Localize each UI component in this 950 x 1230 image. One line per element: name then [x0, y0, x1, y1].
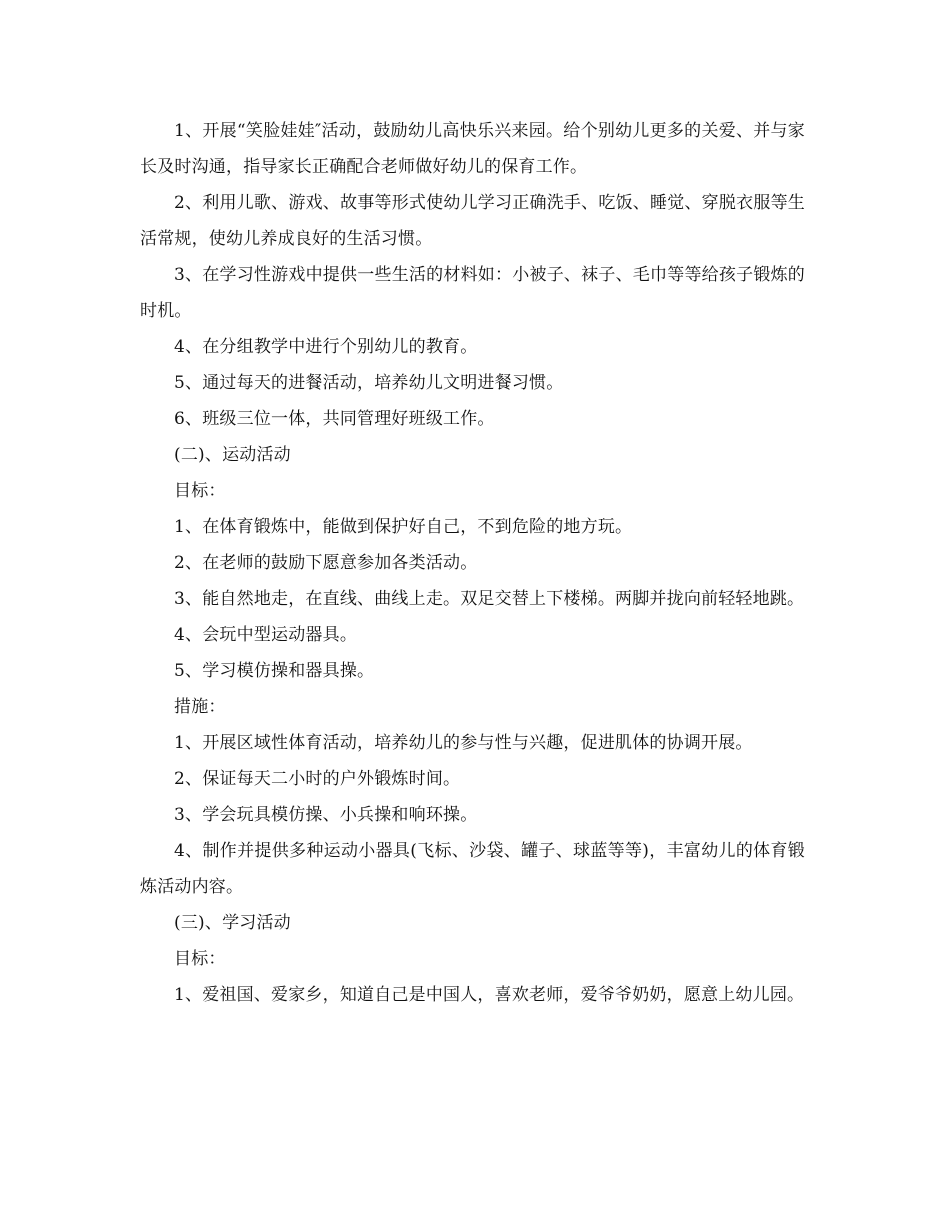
paragraph-learning-goal-love-country: 1、爱祖国、爱家乡，知道自己是中国人，喜欢老师，爱爷爷奶奶，愿意上幼儿园。 [174, 985, 805, 1005]
label-measures-sports: 措施： [174, 697, 226, 717]
paragraph-sports-goal-safety: 1、在体育锻炼中，能做到保护好自己，不到危险的地方玩。 [174, 517, 633, 537]
paragraph-sports-goal-equipment: 4、会玩中型运动器具。 [174, 625, 358, 645]
label-goals-learning: 目标： [174, 949, 226, 969]
paragraph-sports-measure-drills: 3、学会玩具模仿操、小兵操和响环操。 [174, 805, 478, 825]
paragraph-care-learning-games: 3、在学习性游戏中提供一些生活的材料如：小被子、袜子、毛巾等等给孩子锻炼的时机。 [140, 265, 805, 321]
paragraph-sports-measure-small-equipment: 4、制作并提供多种运动小器具(飞标、沙袋、罐子、球蓝等等)，丰富幼儿的体育锻炼活动内容。 [140, 841, 805, 897]
paragraph-care-smile-activity: 1、开展“笑脸娃娃″活动，鼓励幼儿高快乐兴来园。给个别幼儿更多的关爱、并与家长及时沟通，指导家长正确配合老师做好幼儿的保育工作。 [140, 121, 805, 177]
paragraph-care-class-management: 6、班级三位一体，共同管理好班级工作。 [174, 409, 495, 429]
paragraph-care-daily-routine: 2、利用儿歌、游戏、故事等形式使幼儿学习正确洗手、吃饭、睡觉、穿脱衣服等生活常规，使幼儿养成良好的生活习惯。 [140, 193, 805, 249]
section-heading-learning: (三)、学习活动 [174, 913, 291, 933]
paragraph-care-group-teaching: 4、在分组教学中进行个别幼儿的教育。 [174, 337, 478, 357]
paragraph-care-meals: 5、通过每天的进餐活动，培养幼儿文明进餐习惯。 [174, 373, 564, 393]
paragraph-sports-goal-participation: 2、在老师的鼓励下愿意参加各类活动。 [174, 553, 478, 573]
paragraph-sports-goal-exercises: 5、学习模仿操和器具操。 [174, 661, 375, 681]
paragraph-sports-goal-walking: 3、能自然地走，在直线、曲线上走。双足交替上下楼梯。两脚并拢向前轻轻地跳。 [174, 589, 805, 609]
label-goals-sports: 目标： [174, 481, 226, 501]
document-body [140, 113, 805, 1013]
section-heading-sports: (二)、运动活动 [174, 445, 291, 465]
paragraph-sports-measure-outdoor-time: 2、保证每天二小时的户外锻炼时间。 [174, 769, 461, 789]
paragraph-sports-measure-regional: 1、开展区域性体育活动，培养幼儿的参与性与兴趣，促进肌体的协调开展。 [174, 733, 753, 753]
